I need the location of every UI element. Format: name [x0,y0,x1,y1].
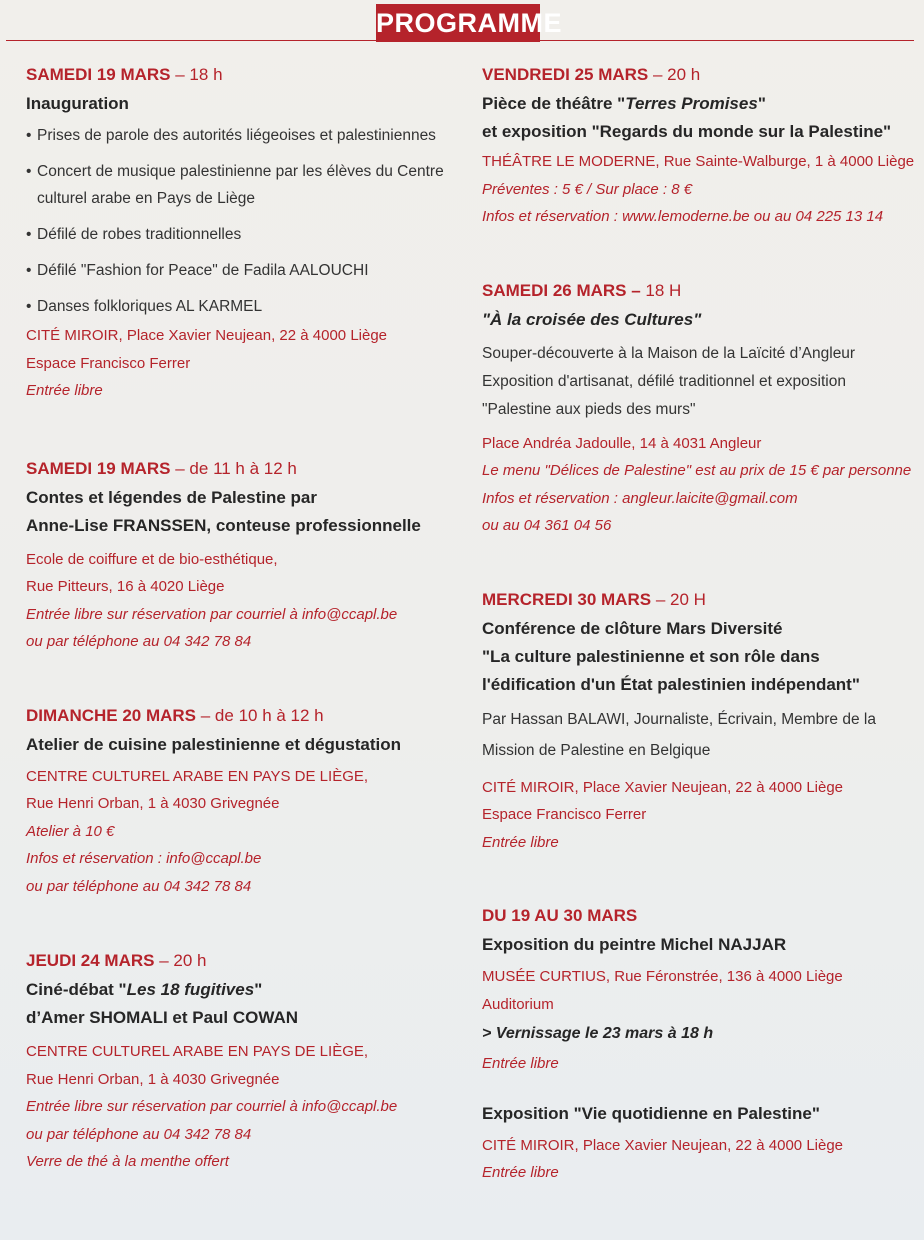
phone-note: ou par téléphone au 04 342 78 84 [26,633,252,650]
event-title: et exposition "Regards du monde sur la Palestine" [482,122,892,141]
venue: CITÉ MIROIR, Place Xavier Neujean, 22 à 4000 Liège [482,1136,844,1154]
event-title: Exposition "Vie quotidienne en Palestine" [482,1103,820,1123]
speaker-info: Par Hassan BALAWI, Journaliste, Écrivain, Membre de la [482,710,876,728]
venue-room: Espace Francisco Ferrer [482,806,647,823]
phone-note: ou par téléphone au 04 342 78 84 [26,1125,252,1143]
event-title: Atelier de cuisine palestinienne et dégustation [26,734,402,754]
phone-note: ou par téléphone au 04 342 78 84 [26,877,252,895]
venue: CITÉ MIROIR, Place Xavier Neujean, 22 à 4000 Liège [482,778,844,796]
event-title: "La culture palestinienne et son rôle dans [482,646,820,666]
event-date: JEUDI 24 MARS – 20 h [26,951,207,970]
event-title: Pièce de théâtre "Terres Promises" [482,94,766,113]
event-title: l'édification d'un État palestinien indépendant" [482,674,860,694]
event-date: DU 19 AU 30 MARS [482,906,638,925]
event-title: Ciné-débat "Les 18 fugitives" [26,980,263,999]
reservation-note: Infos et réservation : angleur.laicite@gmail.com [482,489,798,507]
event-exposition-vie-quotidienne [482,1100,912,1187]
admission-note: Entrée libre [482,1164,559,1181]
event-contes [26,454,456,656]
event-description: Souper-découverte à la Maison de la Laïcité d’Angleur [482,344,856,362]
reservation-note: Infos et réservation : www.lemoderne.be ou au 04 225 13 14 [482,208,884,225]
vernissage-note: > Vernissage le 23 mars à 18 h [482,1025,714,1042]
event-conference [482,585,912,857]
event-title: Inauguration [26,94,129,113]
event-date: SAMEDI 26 MARS – 18 H [482,280,682,300]
venue: Place Andréa Jadoulle, 14 à 4031 Angleur [482,434,762,452]
left-column [26,58,456,1176]
event-inauguration [26,60,456,405]
event-title: d’Amer SHOMALI et Paul COWAN [26,1008,299,1027]
extra-note: Verre de thé à la menthe offert [26,1153,229,1170]
event-description: "Palestine aux pieds des murs" [482,400,696,418]
price-note: Préventes : 5 € / Sur place : 8 € [482,180,693,198]
venue: CENTRE CULTUREL ARABE EN PAYS DE LIÈGE, [26,1043,369,1060]
venue: MUSÉE CURTIUS, Rue Féronstrée, 136 à 4000 Liège [482,968,843,985]
event-theatre [482,60,915,231]
list-item: • Défilé de robes traditionnelles [26,221,456,248]
price-note: Atelier à 10 € [26,822,115,840]
event-title: Exposition du peintre Michel NAJJAR [482,935,787,954]
event-title: Anne-Lise FRANSSEN, conteuse professionnelle [26,515,421,535]
event-description: Exposition d'artisanat, défilé traditionnel et exposition [482,372,846,390]
event-title: "À la croisée des Cultures" [482,309,702,329]
reservation-note: Infos et réservation : info@ccapl.be [26,850,262,867]
event-exposition-najjar [482,901,912,1078]
venue: THÉÂTRE LE MODERNE, Rue Sainte-Walburge, 1 à 4000 Liège [482,153,915,170]
phone-note: ou au 04 361 04 56 [482,517,612,534]
venue: CITÉ MIROIR, Place Xavier Neujean, 22 à 4000 Liège [26,327,388,344]
event-date: DIMANCHE 20 MARS – de 10 h à 12 h [26,705,324,725]
list-item: • Prises de parole des autorités liégeoises et palestiniennes [26,122,456,149]
list-item: • Danses folkloriques AL KARMEL [26,293,456,320]
speaker-info: Mission de Palestine en Belgique [482,741,711,759]
list-item: • Défilé "Fashion for Peace" de Fadila AALOUCHI [26,257,456,284]
event-cine-debat [26,946,456,1176]
venue: CENTRE CULTUREL ARABE EN PAYS DE LIÈGE, [26,767,369,785]
event-date: SAMEDI 19 MARS – 18 h [26,65,223,84]
admission-note: Entrée libre [482,1055,559,1072]
admission-note: Entrée libre [482,833,559,851]
event-date: SAMEDI 19 MARS – de 11 h à 12 h [26,458,297,478]
venue-room: Auditorium [482,995,554,1013]
event-date: MERCREDI 30 MARS – 20 H [482,589,706,609]
venue-room: Espace Francisco Ferrer [26,354,191,372]
venue-address: Rue Henri Orban, 1 à 4030 Grivegnée [26,795,280,812]
event-date: VENDREDI 25 MARS – 20 h [482,65,701,84]
reservation-note: Entrée libre sur réservation par courriel à info@ccapl.be [26,605,398,623]
menu-note: Le menu "Délices de Palestine" est au prix de 15 € par personne [482,462,912,479]
reservation-note: Entrée libre sur réservation par courriel à info@ccapl.be [26,1098,398,1115]
event-atelier [26,701,456,901]
list-item: • Concert de musique palestinienne par les élèves du Centre culturel arabe en Pays de Liège [26,158,456,212]
event-croisee-cultures [482,276,912,540]
event-title: Conférence de clôture Mars Diversité [482,618,783,638]
venue-address: Rue Henri Orban, 1 à 4030 Grivegnée [26,1070,280,1088]
event-title: Contes et légendes de Palestine par [26,487,317,507]
venue-address: Rue Pitteurs, 16 à 4020 Liège [26,578,225,595]
admission-note: Entrée libre [26,382,103,399]
bullet-list [26,122,456,320]
page-title: PROGRAMME [376,4,540,42]
right-column [482,58,915,1187]
venue: Ecole de coiffure et de bio-esthétique, [26,550,278,568]
